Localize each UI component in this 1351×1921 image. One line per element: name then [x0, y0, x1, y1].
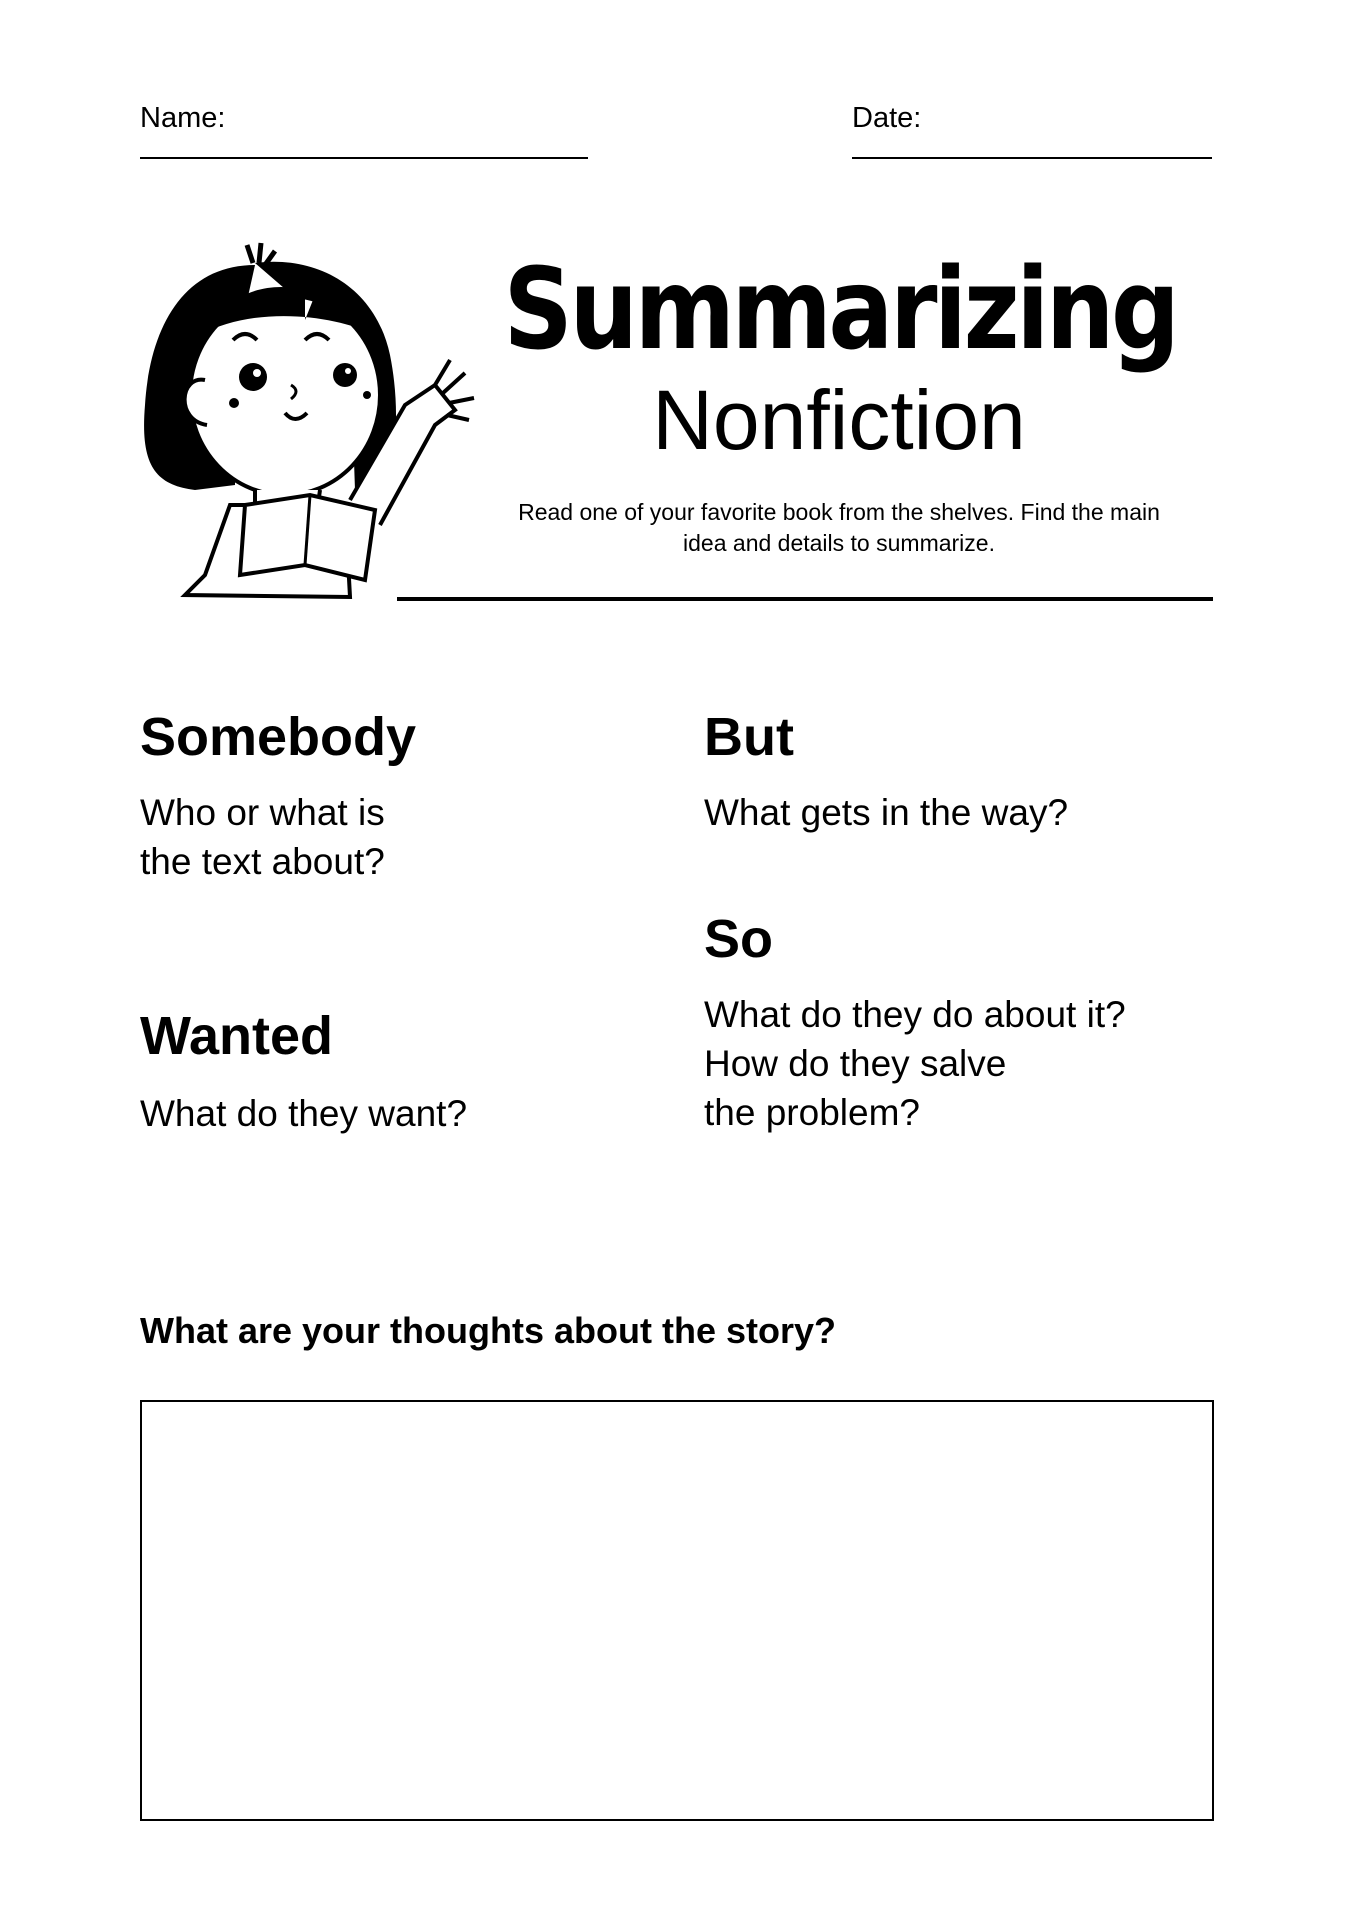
subtitle-nonfiction: Nonfiction — [652, 373, 1026, 467]
thoughts-question: What are your thoughts about the story? — [140, 1310, 837, 1351]
description — [419, 497, 1259, 559]
name-field[interactable] — [140, 157, 588, 159]
title-divider — [397, 597, 1213, 601]
prompt-so: What do they do about it? How do they salve the problem? — [704, 994, 1126, 1133]
prompt-wanted: What do they want? — [140, 1093, 468, 1134]
prompt-somebody: Who or what is the text about? — [140, 792, 385, 882]
heading-but: But — [704, 707, 794, 767]
date-field[interactable] — [852, 157, 1212, 159]
heading-so: So — [704, 909, 774, 969]
description-line: Read one of your favorite book from the shelves. Find the main — [518, 499, 1160, 525]
name-label: Name: — [140, 102, 226, 134]
prompt-but: What gets in the way? — [704, 792, 1069, 833]
date-label: Date: — [852, 102, 922, 134]
heading-somebody: Somebody — [140, 707, 417, 767]
title-summarizing: Summarizing — [503, 245, 1177, 375]
thoughts-answer-box[interactable] — [140, 1400, 1214, 1821]
heading-wanted: Wanted — [140, 1006, 333, 1066]
description-line: idea and details to summarize. — [683, 530, 995, 556]
